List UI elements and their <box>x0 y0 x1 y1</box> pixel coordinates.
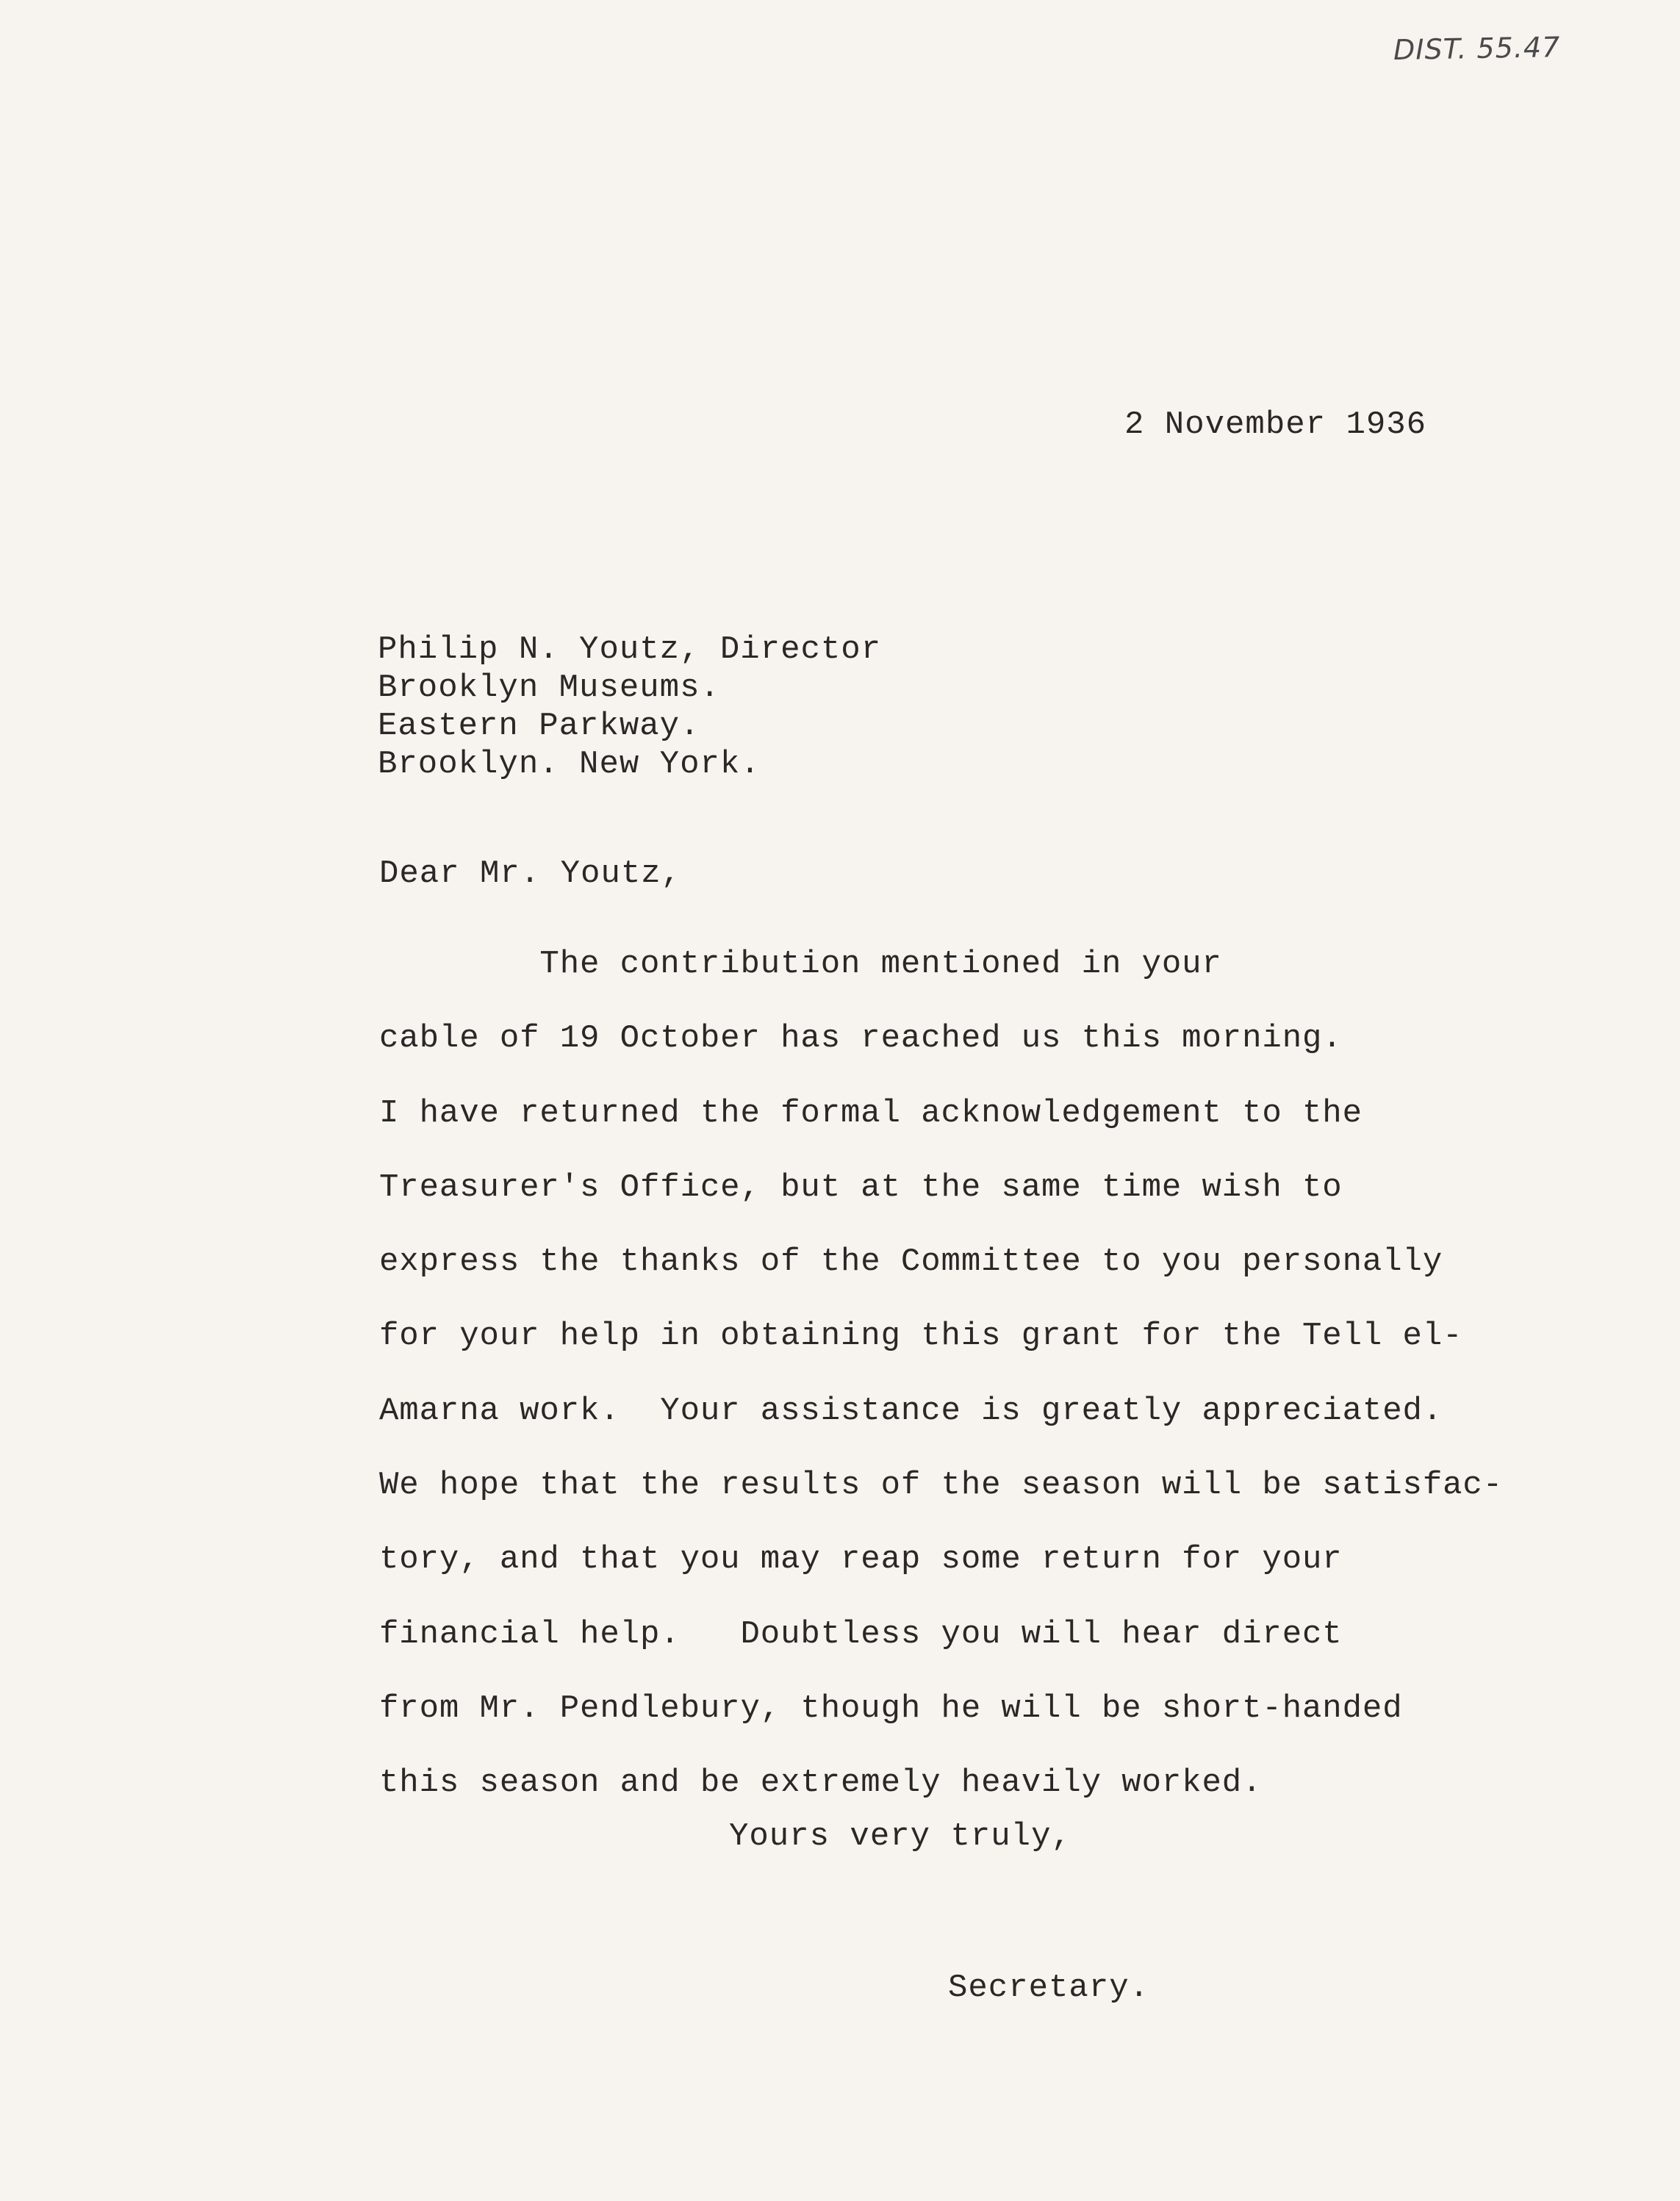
recipient-line: Eastern Parkway. <box>378 708 700 744</box>
recipient-line: Brooklyn Museums. <box>378 669 720 706</box>
body-line: for your help in obtaining this grant for the Tell el- <box>379 1318 1463 1355</box>
signature-title: Secretary. <box>948 1970 1150 2006</box>
body-line: financial help. Doubtless you will hear direct <box>379 1615 1343 1653</box>
body-line: Treasurer's Office, but at the same time wish to <box>379 1168 1343 1206</box>
closing: Yours very truly, <box>729 1818 1071 1855</box>
body-line: The contribution mentioned in your <box>379 946 1222 983</box>
body-line: this season and be extremely heavily worked. <box>379 1764 1263 1802</box>
recipient-address <box>378 631 881 783</box>
body-line: from Mr. Pendlebury, though he will be short-handed <box>379 1690 1403 1727</box>
letter-body <box>379 927 1503 1821</box>
body-line: Amarna work. Your assistance is greatly appreciated. <box>379 1392 1443 1429</box>
body-line: We hope that the results of the season will be satisfac- <box>379 1467 1504 1504</box>
body-line: express the thanks of the Committee to you personally <box>379 1243 1443 1281</box>
archive-reference: DIST. 55.47 <box>1393 31 1561 66</box>
salutation: Dear Mr. Youtz, <box>379 855 682 892</box>
body-line: tory, and that you may reap some return for your <box>379 1541 1343 1579</box>
body-line: I have returned the formal acknowledgement to the <box>379 1094 1363 1132</box>
body-line: cable of 19 October has reached us this morning. <box>379 1020 1343 1058</box>
letter-date: 2 November 1936 <box>1124 406 1427 443</box>
recipient-line: Philip N. Youtz, Director <box>378 631 882 668</box>
recipient-line: Brooklyn. New York. <box>378 746 761 783</box>
